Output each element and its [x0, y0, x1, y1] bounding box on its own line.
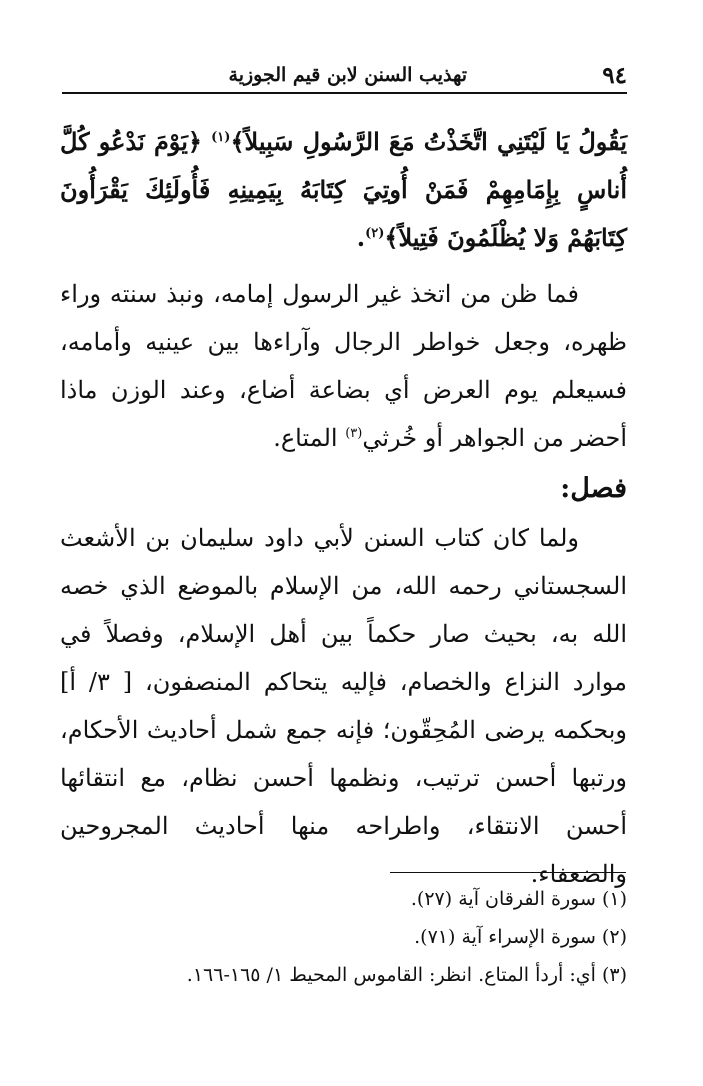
header-rule: [62, 92, 627, 94]
paragraph-1: [60, 270, 627, 462]
footnote-ref-1: (١): [211, 130, 231, 145]
page-number: ٩٤: [602, 62, 627, 89]
footnote-ref-2: (٢): [365, 226, 385, 241]
paragraph-2: [60, 514, 627, 898]
running-title: تهذيب السنن لابن قيم الجوزية: [228, 64, 467, 86]
paragraph-1-end: المتاع.: [273, 424, 346, 452]
footnotes: [60, 880, 627, 994]
footnote-2: (٢) سورة الإسراء آية (٧١).: [414, 926, 627, 948]
paragraph-1-text: فما ظن من اتخذ غير الرسول إمامه، ونبذ سنته وراء ظهره، وجعل خواطر الرجال وآراءها بين عينيه وأمامه، فسيعلم يوم العرض أي بضاعة أضاع، وعند الوزن ماذا أحضر من الجواهر أو خُرثي: [60, 280, 627, 452]
quran-end-punct: .: [356, 223, 366, 252]
quran-verse-2: ﴿يَوْمَ نَدْعُو كُلَّ أُناسٍ بِإِمَامِهِمْ فَمَنْ أُوتِيَ كِتَابَهُ بِيَمِينِهِ فَأُولَئِكَ يَقْرَأُونَ كِتَابَهُمْ وَلا يُظْلَمُونَ فَتِيلاً﴾: [60, 127, 627, 252]
footnote-ref-3: (٣): [345, 426, 363, 441]
footnote-3: (٣) أي: أردأ المتاع. انظر: القاموس المحيط ١/ ١٦٥-١٦٦.: [186, 964, 627, 986]
footnote-1: (١) سورة الفرقان آية (٢٧).: [410, 888, 627, 910]
quran-verse-1: يَقُولُ يَا لَيْتَنِي اتَّخَذْتُ مَعَ الرَّسُولِ سَبِيلاً﴾: [230, 127, 627, 156]
section-heading: فصل:: [560, 473, 627, 504]
quran-verses: [60, 118, 627, 262]
main-text: [60, 118, 627, 898]
page-header: [62, 58, 627, 94]
paragraph-2-text: ولما كان كتاب السنن لأبي داود سليمان بن الأشعث السجستاني رحمه الله، من الإسلام بالموضع الذي خصه الله به، بحيث صار حكماً بين أهل الإسلام، وفصلاً في موارد النزاع والخصام، فإليه يتحاكم المنصفون، [ ٣/ أ] وبحكمه يرضى المُحِقّون؛ فإنه جمع شمل أحاديث الأحكام، ورتبها أحسن ترتيب، ونظمها أحسن نظام، مع انتقائها أحسن الانتقاء، واطراحه منها أحاديث المجروحين والضعفاء.: [60, 524, 627, 888]
footnote-rule: [390, 872, 626, 873]
